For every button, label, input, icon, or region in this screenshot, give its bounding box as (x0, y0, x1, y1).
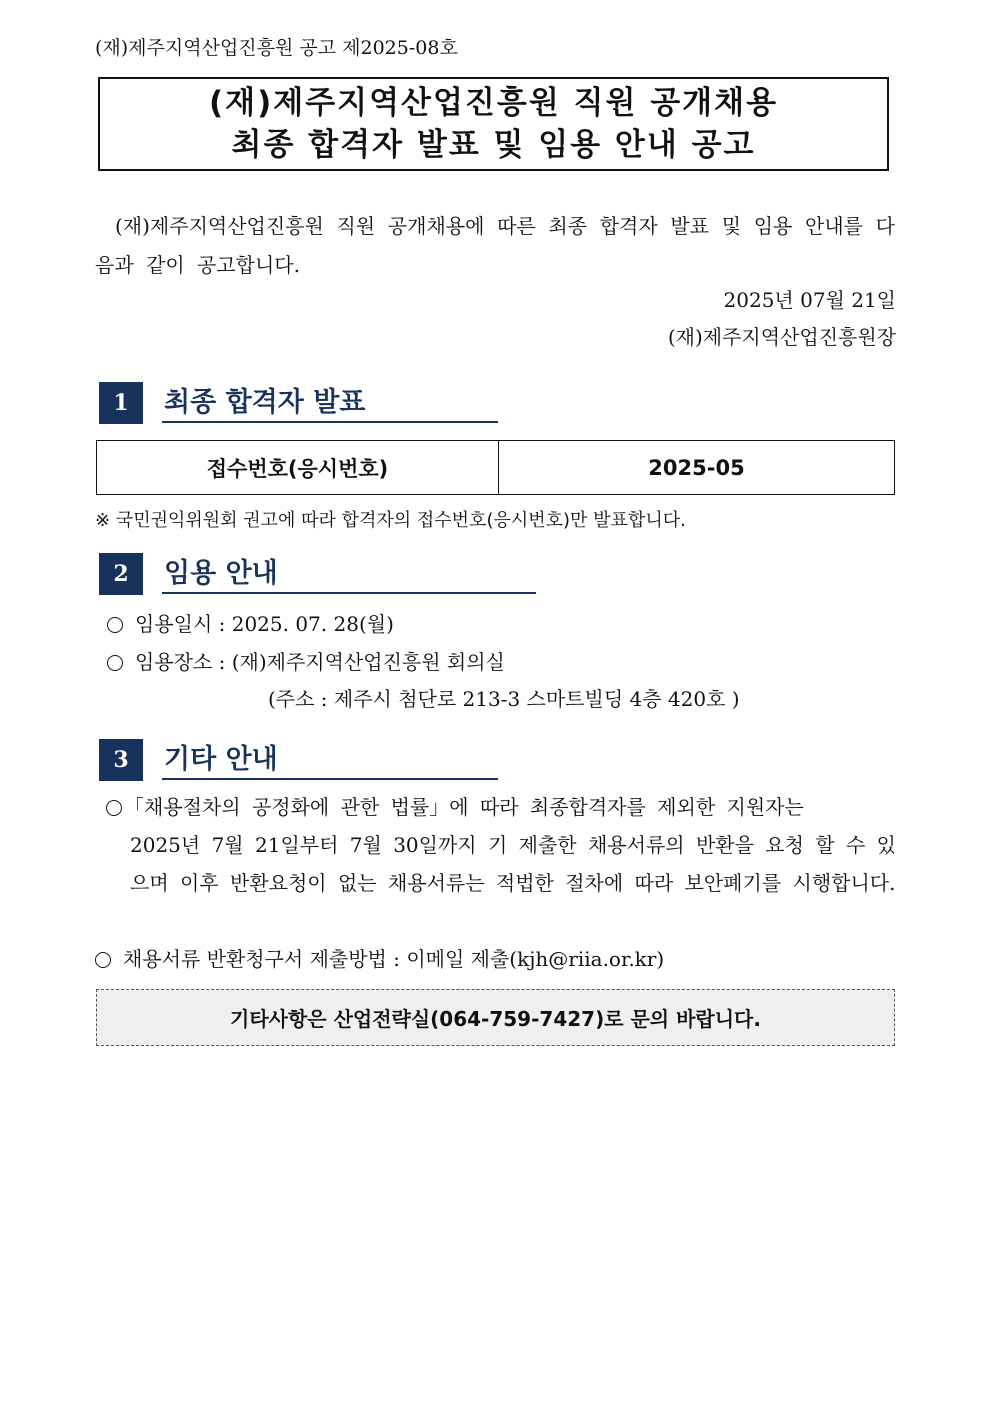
circle-bullet-icon (107, 655, 123, 671)
return-method-text: 채용서류 반환청구서 제출방법 : 이메일 제출(kjh@riia.or.kr) (123, 947, 665, 971)
announcement-date: 2025년 07월 21일 (723, 288, 896, 312)
title-box (98, 77, 889, 171)
section-3-title: 기타 안내 (162, 740, 498, 780)
table-value-cell: 2025-05 (499, 441, 895, 495)
title-line-1: (재)제주지역산업진흥원 직원 공개채용 (208, 85, 779, 121)
section-3-number: 3 (99, 739, 143, 781)
section-2-number: 2 (99, 553, 143, 595)
section-2-title: 임용 안내 (162, 554, 536, 594)
signer: (재)제주지역산업진흥원장 (667, 325, 896, 349)
appointment-place-item (107, 646, 505, 675)
document-return-paragraph (106, 788, 896, 902)
notice-number: (재)제주지역산업진흥원 공고 제2025-08호 (95, 37, 458, 59)
address-text: (주소 : 제주시 첨단로 213-3 스마트빌딩 4층 420호 ) (268, 687, 740, 711)
table-header-cell: 접수번호(응시번호) (97, 441, 499, 495)
contact-box: 기타사항은 산업전략실(064-759-7427)로 문의 바랍니다. (96, 989, 895, 1046)
section-1-number: 1 (99, 382, 143, 424)
section-1-title: 최종 합격자 발표 (162, 383, 498, 423)
appointment-place-text: 임용장소 : (재)제주지역산업진흥원 회의실 (135, 650, 505, 674)
document-return-text: 「채용절차의 공정화에 관한 법률」에 따라 최종합격자를 제외한 지원자는 (124, 795, 804, 819)
appointment-date-item (107, 608, 394, 637)
circle-bullet-icon (107, 617, 123, 633)
circle-bullet-icon (106, 800, 122, 816)
result-table (96, 440, 895, 495)
title-line-2: 최종 합격자 발표 및 임용 안내 공고 (231, 127, 756, 163)
intro-paragraph: (재)제주지역산업진흥원 직원 공개채용에 따른 최종 합격자 발표 및 임용 안내를 다음과 같이 공고합니다. (95, 214, 895, 277)
return-method-item (95, 943, 664, 972)
circle-bullet-icon (95, 952, 111, 968)
table-row (97, 441, 895, 495)
appointment-date-text: 임용일시 : 2025. 07. 28(월) (135, 612, 394, 636)
document-return-continued: 2025년 7월 21일부터 7월 30일까지 기 제출한 채용서류의 반환을 요청 할 수 있으며 이후 반환요청이 없는 채용서류는 적법한 절차에 따라 보안폐기를 시행합니다. (130, 833, 896, 895)
result-note: ※ 국민권익위원회 권고에 따라 합격자의 접수번호(응시번호)만 발표합니다. (95, 510, 686, 531)
